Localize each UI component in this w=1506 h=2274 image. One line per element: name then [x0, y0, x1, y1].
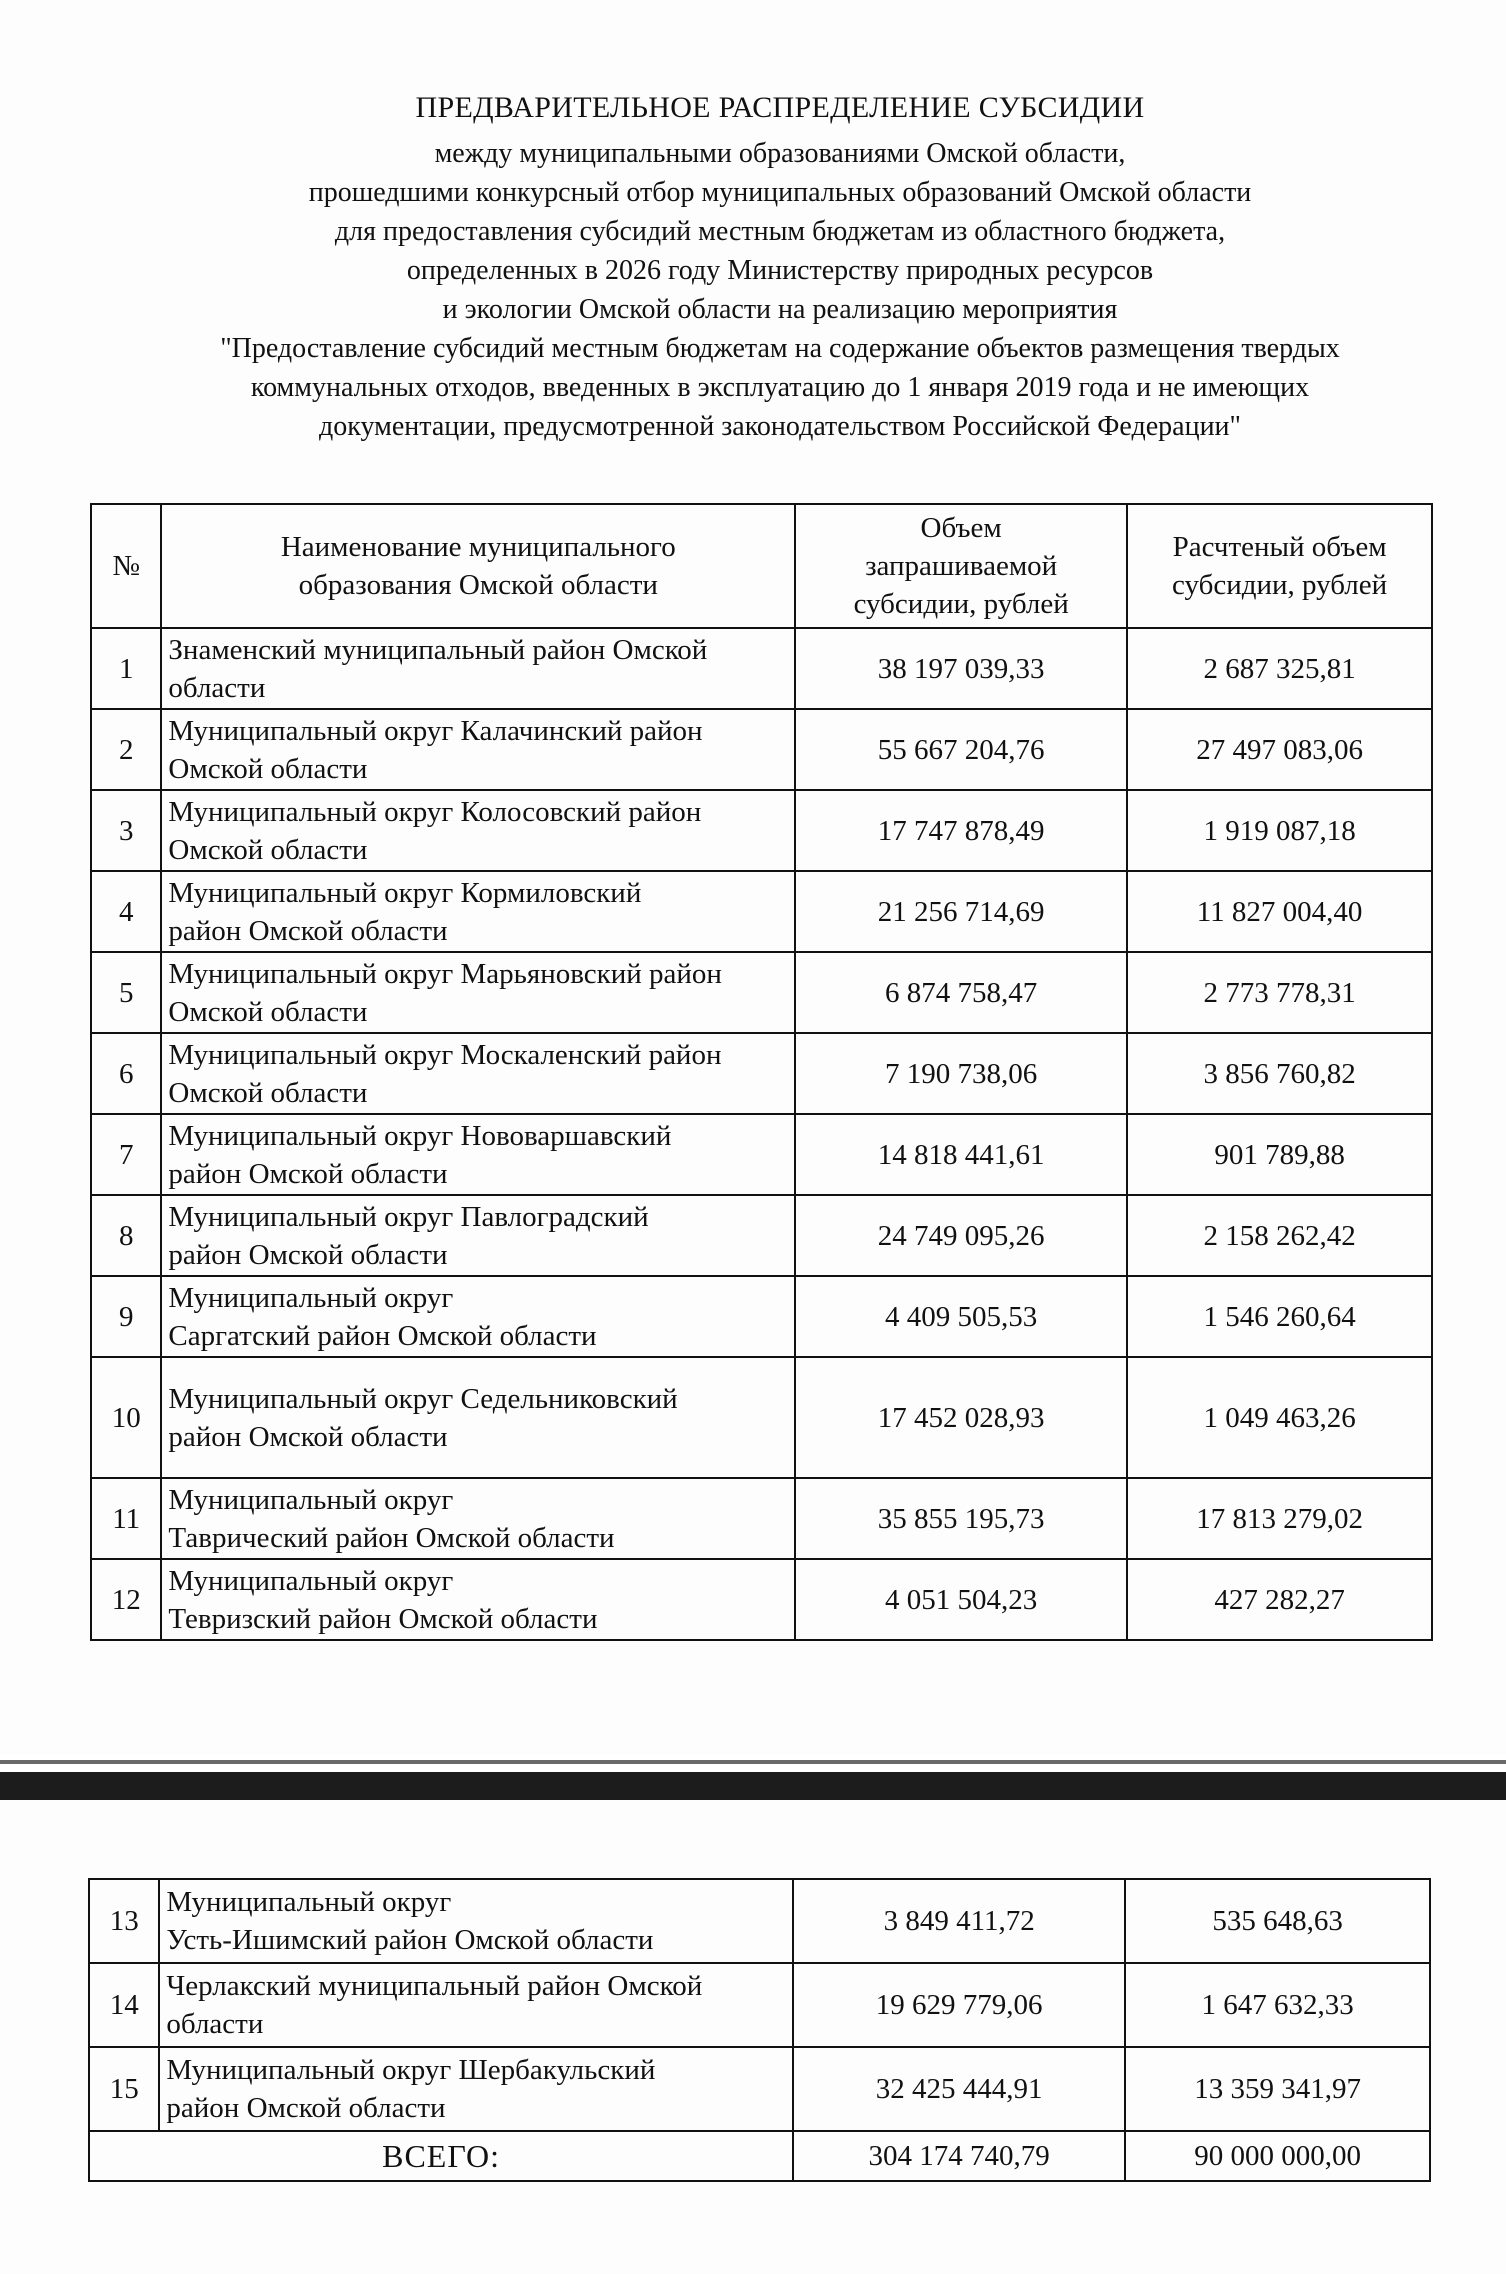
- requested-amount: 17 747 878,49: [795, 790, 1127, 871]
- page-break-line: [0, 1760, 1506, 1764]
- municipality-name: Муниципальный округ Калачинский район Омской области: [161, 709, 795, 790]
- municipality-name: Муниципальный округ Седельниковский район Омской области: [161, 1357, 795, 1478]
- table-row: [91, 1114, 1432, 1195]
- header-name: Наименование муниципального образования Омской области: [161, 504, 795, 628]
- table-row: [91, 790, 1432, 871]
- total-requested: 304 174 740,79: [793, 2131, 1125, 2181]
- table-row: [91, 871, 1432, 952]
- calculated-amount: 2 158 262,42: [1127, 1195, 1432, 1276]
- municipality-name: Муниципальный округ Москаленский район Омской области: [161, 1033, 795, 1114]
- page-break-bar: [0, 1772, 1506, 1800]
- municipality-name: Муниципальный округ Саргатский район Омской области: [161, 1276, 795, 1357]
- calculated-amount: 535 648,63: [1125, 1879, 1430, 1963]
- municipality-name: Муниципальный округ Марьяновский район Омской области: [161, 952, 795, 1033]
- subtitle-line: и экологии Омской области на реализацию мероприятия: [442, 294, 1118, 325]
- table-row: [89, 1963, 1430, 2047]
- table-row: [89, 1879, 1430, 1963]
- municipality-name: Муниципальный округ Колосовский район Омской области: [161, 790, 795, 871]
- subtitle-line: определенных в 2026 году Министерству природных ресурсов: [406, 255, 1154, 286]
- row-number: 2: [91, 709, 161, 790]
- subsidy-table: [90, 503, 1433, 1641]
- calculated-amount: 11 827 004,40: [1127, 871, 1432, 952]
- table-row: [91, 1276, 1432, 1357]
- requested-amount: 6 874 758,47: [795, 952, 1127, 1033]
- table-row: [91, 1357, 1432, 1478]
- municipality-name: Муниципальный округ Шербакульский район Омской области: [159, 2047, 793, 2131]
- subtitle-line: между муниципальными образованиями Омской области,: [434, 138, 1126, 169]
- document-header: [60, 88, 1500, 446]
- requested-amount: 21 256 714,69: [795, 871, 1127, 952]
- requested-amount: 4 409 505,53: [795, 1276, 1127, 1357]
- calculated-amount: 27 497 083,06: [1127, 709, 1432, 790]
- requested-amount: 35 855 195,73: [795, 1478, 1127, 1559]
- municipality-name: Муниципальный округ Тевризский район Омской области: [161, 1559, 795, 1640]
- requested-amount: 38 197 039,33: [795, 628, 1127, 709]
- calculated-amount: 901 789,88: [1127, 1114, 1432, 1195]
- row-number: 10: [91, 1357, 161, 1478]
- header-requested: Объем запрашиваемой субсидии, рублей: [795, 504, 1127, 628]
- row-number: 3: [91, 790, 161, 871]
- row-number: 6: [91, 1033, 161, 1114]
- calculated-amount: 13 359 341,97: [1125, 2047, 1430, 2131]
- row-number: 13: [89, 1879, 159, 1963]
- table-row: [91, 952, 1432, 1033]
- subtitle-line: для предоставления субсидий местным бюджетам из областного бюджета,: [334, 216, 1226, 247]
- total-row: [89, 2131, 1430, 2181]
- requested-amount: 55 667 204,76: [795, 709, 1127, 790]
- subtitle-line: прошедшими конкурсный отбор муниципальных образований Омской области: [308, 177, 1252, 208]
- calculated-amount: 17 813 279,02: [1127, 1478, 1432, 1559]
- row-number: 12: [91, 1559, 161, 1640]
- table-row: [91, 1478, 1432, 1559]
- row-number: 11: [91, 1478, 161, 1559]
- row-number: 8: [91, 1195, 161, 1276]
- requested-amount: 4 051 504,23: [795, 1559, 1127, 1640]
- calculated-amount: 427 282,27: [1127, 1559, 1432, 1640]
- document-title: ПРЕДВАРИТЕЛЬНОЕ РАСПРЕДЕЛЕНИЕ СУБСИДИИ: [415, 91, 1145, 124]
- requested-amount: 7 190 738,06: [795, 1033, 1127, 1114]
- table-row: [91, 709, 1432, 790]
- row-number: 1: [91, 628, 161, 709]
- municipality-name: Муниципальный округ Усть-Ишимский район Омской области: [159, 1879, 793, 1963]
- requested-amount: 3 849 411,72: [793, 1879, 1125, 1963]
- total-calculated: 90 000 000,00: [1125, 2131, 1430, 2181]
- table-row: [91, 1559, 1432, 1640]
- calculated-amount: 3 856 760,82: [1127, 1033, 1432, 1114]
- row-number: 5: [91, 952, 161, 1033]
- header-calculated: Расчтеный объем субсидии, рублей: [1127, 504, 1432, 628]
- subsidy-table-continued: [88, 1878, 1431, 2182]
- table-header-row: [91, 504, 1432, 628]
- subtitle-line: коммунальных отходов, введенных в эксплуатацию до 1 января 2019 года и не имеющих: [250, 372, 1310, 403]
- requested-amount: 19 629 779,06: [793, 1963, 1125, 2047]
- row-number: 14: [89, 1963, 159, 2047]
- row-number: 7: [91, 1114, 161, 1195]
- calculated-amount: 2 773 778,31: [1127, 952, 1432, 1033]
- municipality-name: Черлакский муниципальный район Омской области: [159, 1963, 793, 2047]
- table-row: [91, 1033, 1432, 1114]
- calculated-amount: 2 687 325,81: [1127, 628, 1432, 709]
- municipality-name: Муниципальный округ Кормиловский район Омской области: [161, 871, 795, 952]
- requested-amount: 32 425 444,91: [793, 2047, 1125, 2131]
- municipality-name: Муниципальный округ Павлоградский район Омской области: [161, 1195, 795, 1276]
- municipality-name: Муниципальный округ Нововаршавский район Омской области: [161, 1114, 795, 1195]
- subtitle-line: "Предоставление субсидий местным бюджетам на содержание объектов размещения твердых: [220, 333, 1340, 364]
- table-row: [91, 628, 1432, 709]
- calculated-amount: 1 919 087,18: [1127, 790, 1432, 871]
- calculated-amount: 1 049 463,26: [1127, 1357, 1432, 1478]
- requested-amount: 24 749 095,26: [795, 1195, 1127, 1276]
- calculated-amount: 1 546 260,64: [1127, 1276, 1432, 1357]
- table-row: [89, 2047, 1430, 2131]
- table-row: [91, 1195, 1432, 1276]
- header-number: №: [91, 504, 161, 628]
- row-number: 15: [89, 2047, 159, 2131]
- requested-amount: 17 452 028,93: [795, 1357, 1127, 1478]
- row-number: 9: [91, 1276, 161, 1357]
- total-label: ВСЕГО:: [89, 2131, 793, 2181]
- municipality-name: Знаменский муниципальный район Омской области: [161, 628, 795, 709]
- subtitle-line: документации, предусмотренной законодательством Российской Федерации": [319, 411, 1241, 442]
- calculated-amount: 1 647 632,33: [1125, 1963, 1430, 2047]
- row-number: 4: [91, 871, 161, 952]
- requested-amount: 14 818 441,61: [795, 1114, 1127, 1195]
- municipality-name: Муниципальный округ Таврический район Омской области: [161, 1478, 795, 1559]
